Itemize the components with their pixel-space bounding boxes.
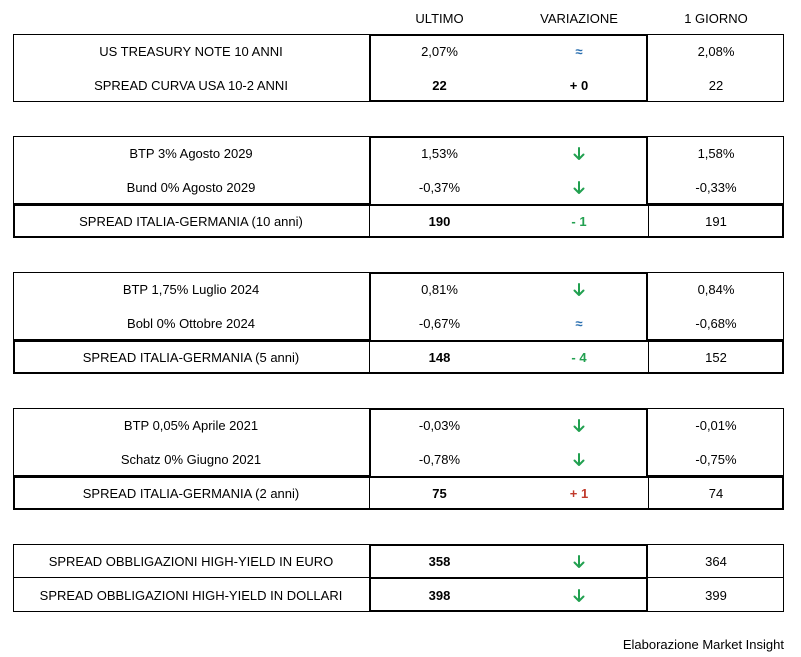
table-row (13, 545, 784, 578)
variazione-flat: ≈ (575, 44, 583, 59)
row-label: SPREAD OBBLIGAZIONI HIGH-YIELD IN EURO (48, 554, 334, 569)
giorno-value: 191 (705, 213, 727, 229)
row-label: BTP 1,75% Luglio 2024 (122, 282, 260, 297)
ultimo-value: 0,81% (421, 282, 458, 297)
group-high-yield (13, 544, 784, 612)
giorno-value: 74 (708, 485, 724, 501)
variazione-value: - 4 (571, 349, 587, 365)
header-variazione: VARIAZIONE (540, 11, 618, 26)
ultimo-value: 2,07% (421, 44, 458, 59)
giorno-value: 399 (705, 588, 727, 603)
arrow-down-icon (510, 409, 648, 442)
ultimo-value: 148 (428, 349, 451, 365)
row-label: SPREAD OBBLIGAZIONI HIGH-YIELD IN DOLLARI (39, 588, 343, 603)
spread-row (13, 204, 784, 238)
arrow-down-icon (510, 545, 648, 578)
variazione-value: - 1 (571, 213, 587, 229)
ultimo-value: 358 (428, 554, 451, 569)
table-row (13, 409, 784, 442)
row-label: BTP 3% Agosto 2029 (129, 146, 253, 161)
row-label: US TREASURY NOTE 10 ANNI (99, 44, 283, 59)
variazione-value: + 1 (569, 485, 589, 501)
arrow-down-icon (510, 443, 648, 476)
giorno-value: 2,08% (697, 44, 735, 59)
arrow-down-icon (510, 137, 648, 170)
table-row (13, 443, 784, 476)
table-row (13, 35, 784, 68)
table-row (13, 307, 784, 340)
ultimo-value: 398 (428, 588, 451, 603)
ultimo-value: 190 (428, 213, 451, 229)
header-ultimo: ULTIMO (415, 11, 464, 26)
giorno-value: -0,75% (695, 452, 737, 467)
spread-row (13, 340, 784, 374)
table-row (13, 579, 784, 612)
group-spread-10-anni (13, 136, 784, 238)
row-label: SPREAD CURVA USA 10-2 ANNI (94, 78, 288, 93)
row-label: BTP 0,05% Aprile 2021 (123, 418, 259, 433)
variazione-value: + 0 (569, 78, 589, 93)
row-label: SPREAD ITALIA-GERMANIA (2 anni) (82, 485, 300, 501)
group-us-treasury (13, 34, 784, 102)
row-label: Bobl 0% Ottobre 2024 (127, 316, 255, 331)
giorno-value: 0,84% (697, 282, 735, 297)
giorno-value: 364 (705, 554, 727, 569)
ultimo-value: 22 (432, 78, 447, 93)
header-1-giorno: 1 GIORNO (684, 11, 748, 26)
arrow-down-icon (510, 273, 648, 306)
giorno-value: -0,01% (695, 418, 737, 433)
giorno-value: -0,33% (695, 180, 737, 195)
ultimo-value: -0,67% (418, 316, 461, 331)
variazione-flat: ≈ (575, 316, 583, 331)
giorno-value: 152 (705, 349, 727, 365)
row-label: SPREAD ITALIA-GERMANIA (10 anni) (79, 213, 303, 229)
group-spread-5-anni (13, 272, 784, 374)
table-row (13, 171, 784, 204)
footer-credit: Elaborazione Market Insight (622, 637, 784, 652)
row-label: SPREAD ITALIA-GERMANIA (5 anni) (82, 349, 300, 365)
row-label: Bund 0% Agosto 2029 (126, 180, 256, 195)
group-spread-2-anni (13, 408, 784, 510)
table-row (13, 69, 784, 102)
giorno-value: -0,68% (695, 316, 737, 331)
table-row (13, 273, 784, 306)
spread-row (13, 476, 784, 510)
ultimo-value: -0,37% (418, 180, 461, 195)
giorno-value: 1,58% (697, 146, 735, 161)
row-label: Schatz 0% Giugno 2021 (120, 452, 262, 467)
table-row (13, 137, 784, 170)
ultimo-value: 1,53% (421, 146, 458, 161)
ultimo-value: -0,78% (418, 452, 461, 467)
arrow-down-icon (510, 579, 648, 612)
ultimo-value: 75 (432, 485, 447, 501)
ultimo-value: -0,03% (418, 418, 461, 433)
arrow-down-icon (510, 171, 648, 204)
giorno-value: 22 (708, 78, 724, 93)
